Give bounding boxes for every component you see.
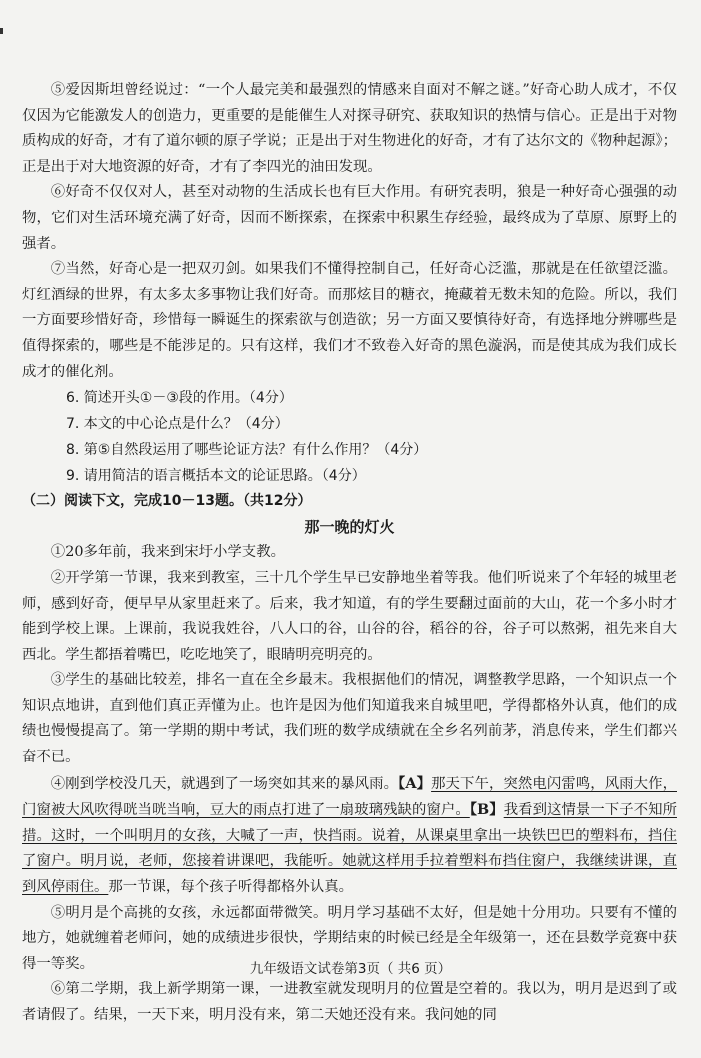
story-paragraph-4-lead: ④刚到学校没几天，就遇到了一场突如其来的暴风雨。 bbox=[50, 775, 399, 792]
underlined-sentence-a: 那天下午，突然电闪雷鸣，风雨大作，门窗被大风吹得咣当咣当响，豆大的雨点打进了一扇玻璃残缺的窗户。 bbox=[22, 775, 677, 819]
paragraph-7: ⑦当然，好奇心是一把双刃剑。如果我们不懂得控制自己，任好奇心泛滥，那就是在任欲望泛滥。灯红酒绿的世界，有太多太多事物让我们好奇。而那炫目的糖衣，掩藏着无数未知的危险。所以，我们一方面要珍惜好奇，珍惜每一瞬诞生的探索欲与创造欲；另一方面又要慎待好奇，有选择地分辨哪些是值得探索的，哪些是不能涉足的。只有这样，我们才不致卷入好奇的黑色漩涡，而是使其成为我们成长成才的催化剂。 bbox=[22, 261, 677, 380]
question-7: 7. 本文的中心论点是什么？（4分） bbox=[66, 416, 289, 433]
section-heading: （二）阅读下文，完成10－13题。（共12分） bbox=[22, 493, 312, 510]
story-title: 那一晚的灯火 bbox=[304, 517, 395, 536]
story-paragraph-4 bbox=[22, 771, 677, 901]
story-paragraph-3: ③学生的基础比较差，排名一直在全乡最末。我根据他们的情况，调整教学思路，一个知识点一个知识点地讲，直到他们真正弄懂为止。也许是因为他们知道我来自城里吧，学得都格外认真，他们的成绩也慢慢提高了。第一学期的期中考试，我们班的数学成绩就在全乡名列前茅，消息传来，学生们都兴奋不已。 bbox=[22, 672, 677, 766]
paragraph-6: ⑥好奇不仅仅对人，甚至对动物的生活成长也有巨大作用。有研究表明，狼是一种好奇心强强的动物，它们对生活环境充满了好奇，因而不断探索，在探索中积累生存经验，最终成为了草原、原野上的强者。 bbox=[22, 184, 677, 252]
story-paragraph-4-tail: 那一节课，每个孩子听得都格外认真。 bbox=[108, 879, 354, 896]
marker-b: 【B】 bbox=[469, 801, 504, 819]
exam-page bbox=[22, 78, 677, 1029]
paragraph-5: ⑤爱因斯坦曾经说过：“一个人最完美和最强烈的情感来自面对不解之谜。”好奇心助人成才，不仅仅因为它能激发人的创造力，更重要的是能催生人对探寻研究、获取知识的热情与信心。正是出于对物质构成的好奇，才有了道尔顿的原子学说；正是出于对生物进化的好奇，才有了达尔文的《物种起源》；正是出于对大地资源的好奇，才有了李四光的油田发现。 bbox=[22, 82, 677, 175]
page-footer: 九年级语文试卷第3页（ 共6 页） bbox=[249, 961, 452, 977]
question-6: 6. 简述开头①－③段的作用。（4分） bbox=[66, 390, 293, 407]
scan-mark bbox=[0, 28, 3, 34]
story-paragraph-6: ⑥第二学期，我上新学期第一课，一进教室就发现明月的位置是空着的。我以为，明月是迟到了或者请假了。结果，一天下来，明月没有来，第二天她还没有来。我问她的同 bbox=[22, 981, 677, 1023]
question-9: 9. 请用简洁的语言概括本文的论证思路。（4分） bbox=[66, 468, 366, 485]
story-paragraph-1: ①20多年前，我来到宋圩小学支教。 bbox=[50, 544, 285, 561]
question-8: 8. 第⑤自然段运用了哪些论证方法？有什么作用？（4分） bbox=[66, 442, 428, 459]
story-paragraph-2: ②开学第一节课，我来到教室，三十几个学生早已安静地坐着等我。他们听说来了个年轻的城里老师，感到好奇，便早早从家里赶来了。后来，我才知道，有的学生要翻过面前的大山，花一个多小时才能到学校上课。上课前，我说我姓谷，八人口的谷，山谷的谷，稻谷的谷，谷子可以熬粥，祖先来自大西北。学生都捂着嘴巴，吃吃地笑了，眼睛明亮明亮的。 bbox=[22, 569, 677, 663]
marker-a: 【A】 bbox=[398, 774, 432, 792]
story-paragraph-5: ⑤明月是个高挑的女孩，永远都面带微笑。明月学习基础不太好，但是她十分用功。只要有不懂的地方，她就缠着老师问，她的成绩进步很快，学期结束的时候已经是全年级第一，还在县数学竞赛中获得一等奖。 bbox=[22, 904, 677, 972]
underlined-sentence-b: 我看到这情景一下子不知所措。这时，一个叫明月的女孩，大喊了一声，快挡雨。说着，从课桌里拿出一块铁巴巴的塑料布，挡住了窗户。明月说，老师，您接着讲课吧，我能听。她就这样用手拉着塑料布挡住窗户，我继续讲课，直到风停雨住。 bbox=[22, 802, 677, 896]
